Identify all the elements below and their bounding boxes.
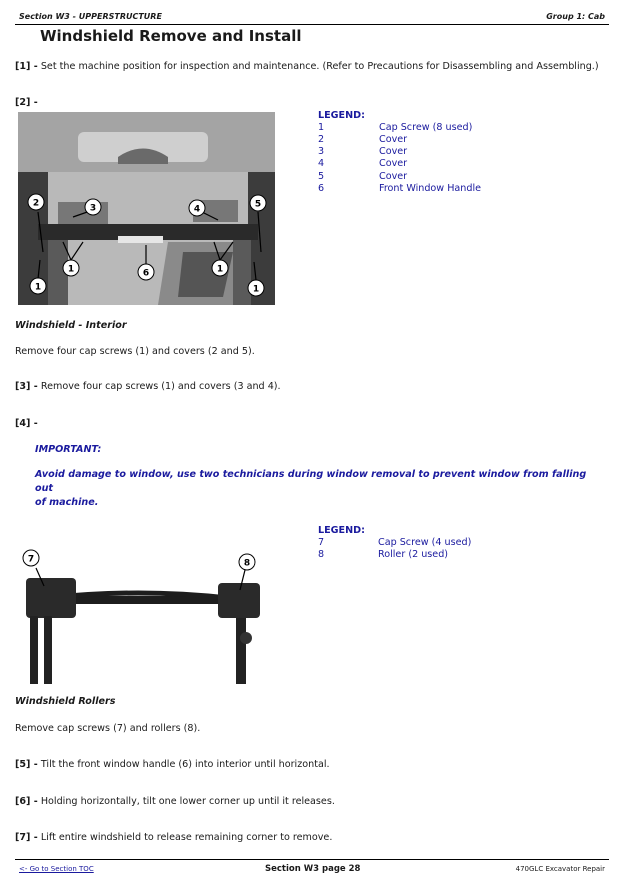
step-7 — [15, 832, 332, 844]
callout-1a — [63, 260, 79, 276]
legend-1-num-6: 6 — [318, 183, 325, 194]
important-label: IMPORTANT: — [35, 444, 102, 455]
legend-1-num-1: 1 — [318, 122, 325, 133]
callout-1d — [248, 280, 264, 296]
callout-4-label: 4 — [193, 204, 201, 215]
callout-1b-label: 1 — [216, 264, 224, 275]
callout-7 — [23, 550, 39, 566]
figure-1-caption: Windshield - Interior — [15, 320, 127, 331]
legend-2-label-8: Roller (2 used) — [378, 549, 449, 560]
legend-1-num-4: 4 — [318, 158, 325, 169]
important-line-2: of machine. — [35, 497, 99, 508]
step-7-text: Lift entire windshield to release remaining corner to remove. — [40, 832, 333, 843]
legend-1-label-6: Front Window Handle — [379, 183, 482, 194]
footer-divider — [15, 859, 609, 860]
callout-3 — [85, 199, 101, 215]
step-1 — [15, 61, 599, 73]
figure-2-instruction: Remove cap screws (7) and rollers (8). — [15, 723, 201, 734]
windshield-interior-photo — [18, 112, 275, 305]
step-5-number: [5] - — [15, 759, 38, 770]
step-1-text: Set the machine position for inspection and maintenance. (Refer to Precautions for Disassembling and Assembling.) — [40, 61, 599, 72]
step-1-number: [1] - — [15, 61, 38, 72]
callout-5-label: 5 — [254, 199, 262, 210]
legend-2-num-7: 7 — [318, 537, 325, 548]
legend-1-label-2: Cover — [379, 134, 408, 145]
step-3 — [15, 381, 281, 393]
windshield-rollers-photo — [18, 548, 268, 684]
important-text — [35, 468, 595, 510]
legend-1-title: LEGEND: — [318, 110, 365, 121]
page-number: Section W3 page 28 — [265, 864, 361, 874]
callout-8 — [239, 554, 255, 570]
callout-6-label: 6 — [142, 268, 150, 279]
step-4-number: [4] - — [15, 418, 38, 429]
legend-1-label-1: Cap Screw (8 used) — [379, 122, 473, 133]
legend-1-label-5: Cover — [379, 171, 408, 182]
toc-link[interactable]: <- Go to Section TOC — [19, 865, 94, 873]
important-line-1: Avoid damage to window, use two technicians during window removal to prevent window from falling out — [35, 469, 587, 494]
callout-3-label: 3 — [89, 203, 97, 214]
legend-2-title: LEGEND: — [318, 525, 365, 536]
page-title: Windshield Remove and Install — [40, 27, 302, 45]
callout-1d-label: 1 — [252, 284, 260, 295]
step-3-text: Remove four cap screws (1) and covers (3 and 4). — [40, 381, 281, 392]
legend-1-num-2: 2 — [318, 134, 325, 145]
legend-1-label-4: Cover — [379, 158, 408, 169]
legend-1-label-3: Cover — [379, 146, 408, 157]
step-2-number: [2] - — [15, 97, 38, 108]
callout-7-label: 7 — [27, 554, 35, 565]
callout-8-label: 8 — [243, 558, 251, 569]
step-6 — [15, 796, 335, 808]
step-6-number: [6] - — [15, 796, 38, 807]
callout-2-label: 2 — [32, 198, 40, 209]
document-title: 470GLC Excavator Repair — [515, 865, 605, 873]
callout-2 — [28, 194, 44, 210]
step-6-text: Holding horizontally, tilt one lower corner up until it releases. — [40, 796, 335, 807]
callout-1c — [30, 278, 46, 294]
callout-1c-label: 1 — [34, 282, 42, 293]
figure-2-caption: Windshield Rollers — [15, 696, 116, 707]
step-5 — [15, 759, 330, 771]
legend-2-num-8: 8 — [318, 549, 325, 560]
callout-5 — [250, 195, 266, 211]
section-header: Section W3 - UPPERSTRUCTURE — [19, 12, 162, 21]
callout-1a-label: 1 — [67, 264, 75, 275]
legend-1-num-3: 3 — [318, 146, 325, 157]
figure-1-instruction: Remove four cap screws (1) and covers (2 and 5). — [15, 346, 255, 357]
callout-6 — [138, 264, 154, 280]
callout-1b — [212, 260, 228, 276]
step-3-number: [3] - — [15, 381, 38, 392]
step-7-number: [7] - — [15, 832, 38, 843]
header-divider — [15, 24, 609, 25]
legend-2-label-7: Cap Screw (4 used) — [378, 537, 472, 548]
callout-4 — [189, 200, 205, 216]
step-5-text: Tilt the front window handle (6) into interior until horizontal. — [40, 759, 330, 770]
group-header: Group 1: Cab — [546, 12, 605, 21]
legend-1-num-5: 5 — [318, 171, 325, 182]
